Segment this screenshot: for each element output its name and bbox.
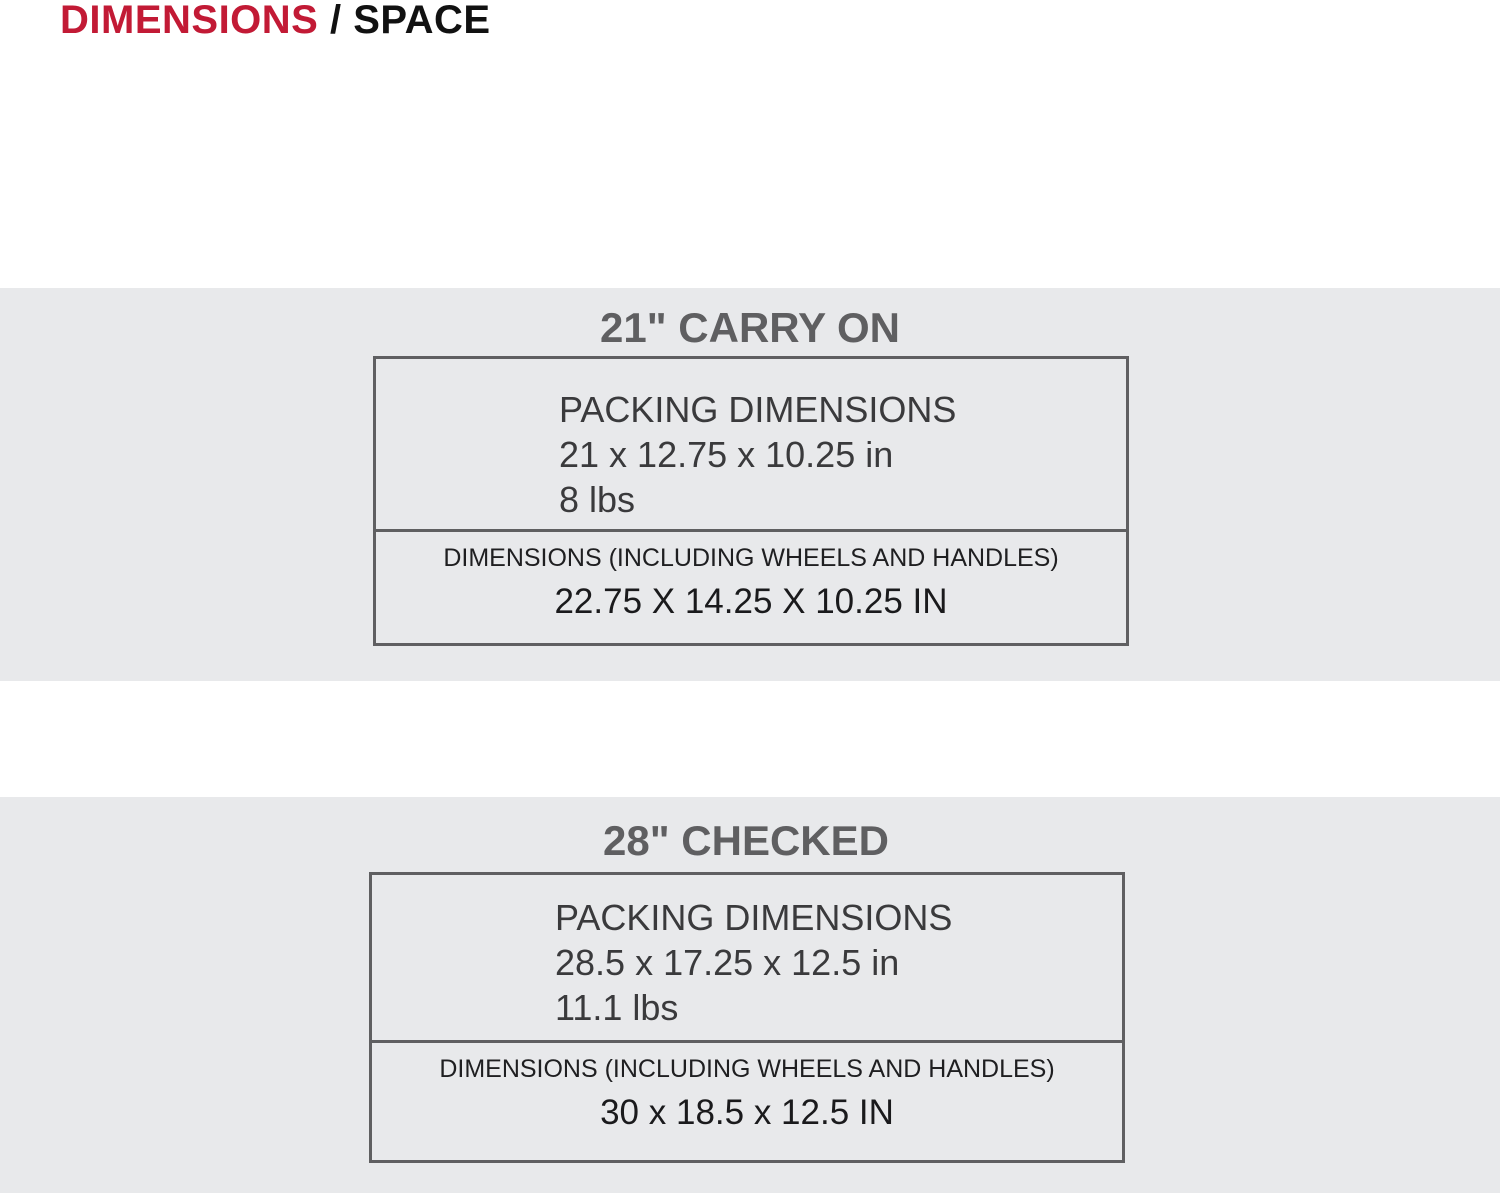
checked-spec-box [369, 872, 1125, 1163]
carry-on-packing-size: 21 x 12.75 x 10.25 in [559, 434, 894, 475]
carry-on-including-label: DIMENSIONS (INCLUDING WHEELS AND HANDLES) [443, 544, 1059, 572]
checked-packing-panel [372, 875, 1122, 1043]
checked-including-label: DIMENSIONS (INCLUDING WHEELS AND HANDLES) [439, 1055, 1055, 1083]
checked-packing-lines [555, 895, 952, 1030]
page-title [60, 0, 491, 44]
carry-on-packing-panel [376, 359, 1126, 532]
checked-including-value: 30 x 18.5 x 12.5 IN [600, 1093, 894, 1132]
carry-on-spec-box [373, 356, 1129, 646]
carry-on-title: 21" CARRY ON [600, 304, 900, 351]
carry-on-packing-lines [559, 387, 956, 522]
checked-packing-size: 28.5 x 17.25 x 12.5 in [555, 942, 900, 983]
carry-on-including-value: 22.75 X 14.25 X 10.25 IN [554, 582, 948, 621]
title-accent: DIMENSIONS [60, 0, 319, 42]
checked-packing-label: PACKING DIMENSIONS [555, 897, 953, 938]
title-separator: / [318, 0, 354, 42]
title-rest: SPACE [353, 0, 491, 42]
checked-including-panel [372, 1040, 1122, 1160]
checked-section [0, 797, 1500, 1193]
checked-title: 28" CHECKED [603, 817, 889, 864]
carry-on-weight: 8 lbs [559, 479, 636, 520]
checked-weight: 11.1 lbs [555, 987, 679, 1028]
carry-on-packing-label: PACKING DIMENSIONS [559, 389, 957, 430]
carry-on-section [0, 288, 1500, 681]
carry-on-including-panel [376, 529, 1126, 643]
